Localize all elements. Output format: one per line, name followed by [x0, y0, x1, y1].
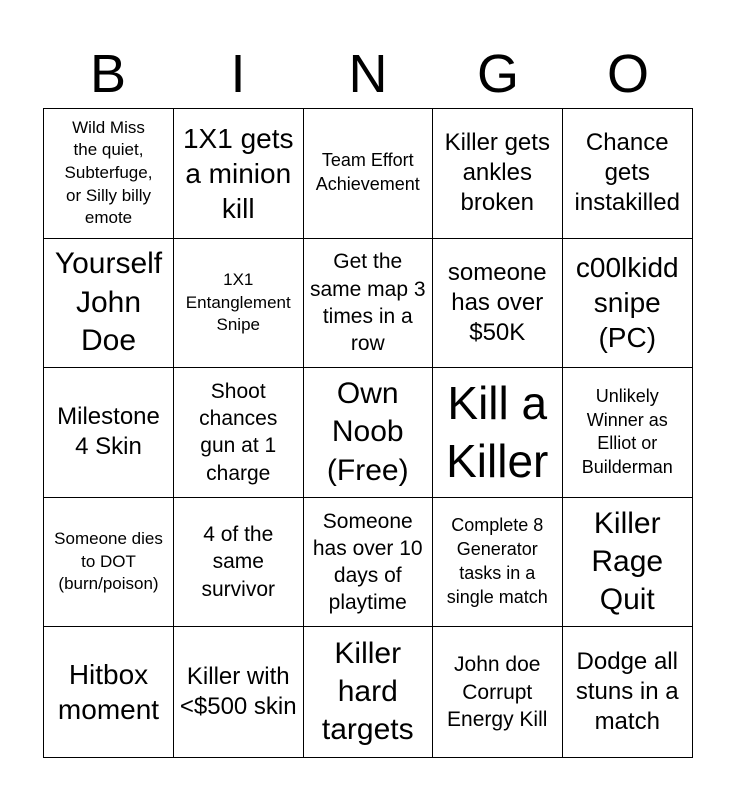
bingo-cell[interactable] — [174, 368, 304, 498]
cell-text: Killer Rage Quit — [591, 506, 664, 617]
bingo-cell[interactable] — [304, 109, 434, 239]
cell-text: Yourself John Doe — [54, 247, 163, 358]
bingo-cell[interactable] — [304, 498, 434, 628]
cell-text: 1X1 gets a minion kill — [182, 122, 294, 224]
bingo-cell[interactable] — [304, 239, 434, 369]
bingo-cell[interactable] — [44, 498, 174, 628]
header-letter-b: B — [89, 44, 127, 104]
cell-text: Team Effort Achievement — [315, 150, 420, 195]
header-letter-n: N — [348, 44, 388, 104]
bingo-cell[interactable] — [563, 498, 693, 628]
cell-text: Killer with <$500 skin — [179, 663, 297, 721]
cell-text: Shoot chances gun at 1 charge — [199, 379, 278, 485]
cell-text: Complete 8 Generator tasks in a single match — [446, 515, 548, 608]
cell-text: Killer gets ankles broken — [444, 129, 550, 217]
bingo-cell[interactable] — [174, 109, 304, 239]
cell-text: Kill a Killer — [446, 377, 549, 488]
header-letter-o: O — [606, 44, 649, 104]
bingo-cell[interactable] — [433, 627, 563, 757]
cell-text: 4 of the same survivor — [201, 523, 275, 601]
bingo-cell[interactable] — [174, 239, 304, 369]
bingo-cell[interactable] — [563, 239, 693, 369]
bingo-cell[interactable] — [433, 368, 563, 498]
bingo-cell[interactable] — [44, 627, 174, 757]
bingo-cell[interactable] — [563, 368, 693, 498]
cell-text: Get the same map 3 times in a row — [309, 250, 426, 356]
bingo-cell[interactable] — [174, 627, 304, 757]
cell-text: Chance gets instakilled — [574, 129, 680, 217]
bingo-cell[interactable] — [44, 239, 174, 369]
bingo-cell[interactable] — [433, 109, 563, 239]
bingo-header — [43, 40, 693, 108]
header-letter-g: G — [476, 44, 519, 104]
bingo-board — [43, 108, 693, 758]
cell-text: Own Noob (Free) — [326, 376, 409, 487]
cell-text: Wild Miss the quiet, Subterfuge, or Silly billy emote — [64, 117, 153, 228]
header-letter-i: I — [230, 44, 246, 104]
bingo-cell[interactable] — [304, 368, 434, 498]
cell-text: 1X1 Entanglement Snipe — [185, 269, 291, 335]
cell-text: someone has over $50K — [447, 258, 547, 346]
bingo-cell[interactable] — [44, 109, 174, 239]
bingo-cell[interactable] — [174, 498, 304, 628]
cell-text: c00lkidd snipe (PC) — [575, 252, 679, 354]
cell-text: Dodge all stuns in a match — [575, 648, 679, 736]
bingo-cell[interactable] — [44, 368, 174, 498]
cell-text: John doe Corrupt Energy Kill — [447, 653, 548, 731]
bingo-cell[interactable] — [433, 498, 563, 628]
bingo-cell[interactable] — [563, 627, 693, 757]
cell-text: Milestone 4 Skin — [57, 403, 160, 461]
bingo-cell[interactable] — [433, 239, 563, 369]
cell-text: Killer hard targets — [321, 636, 414, 747]
cell-text: Someone has over 10 days of playtime — [312, 509, 423, 615]
cell-text: Unlikely Winner as Elliot or Builderman — [581, 385, 673, 478]
cell-text: Hitbox moment — [57, 659, 160, 726]
bingo-cell[interactable] — [304, 627, 434, 757]
cell-text: Someone dies to DOT (burn/poison) — [54, 529, 163, 594]
bingo-cell[interactable] — [563, 109, 693, 239]
